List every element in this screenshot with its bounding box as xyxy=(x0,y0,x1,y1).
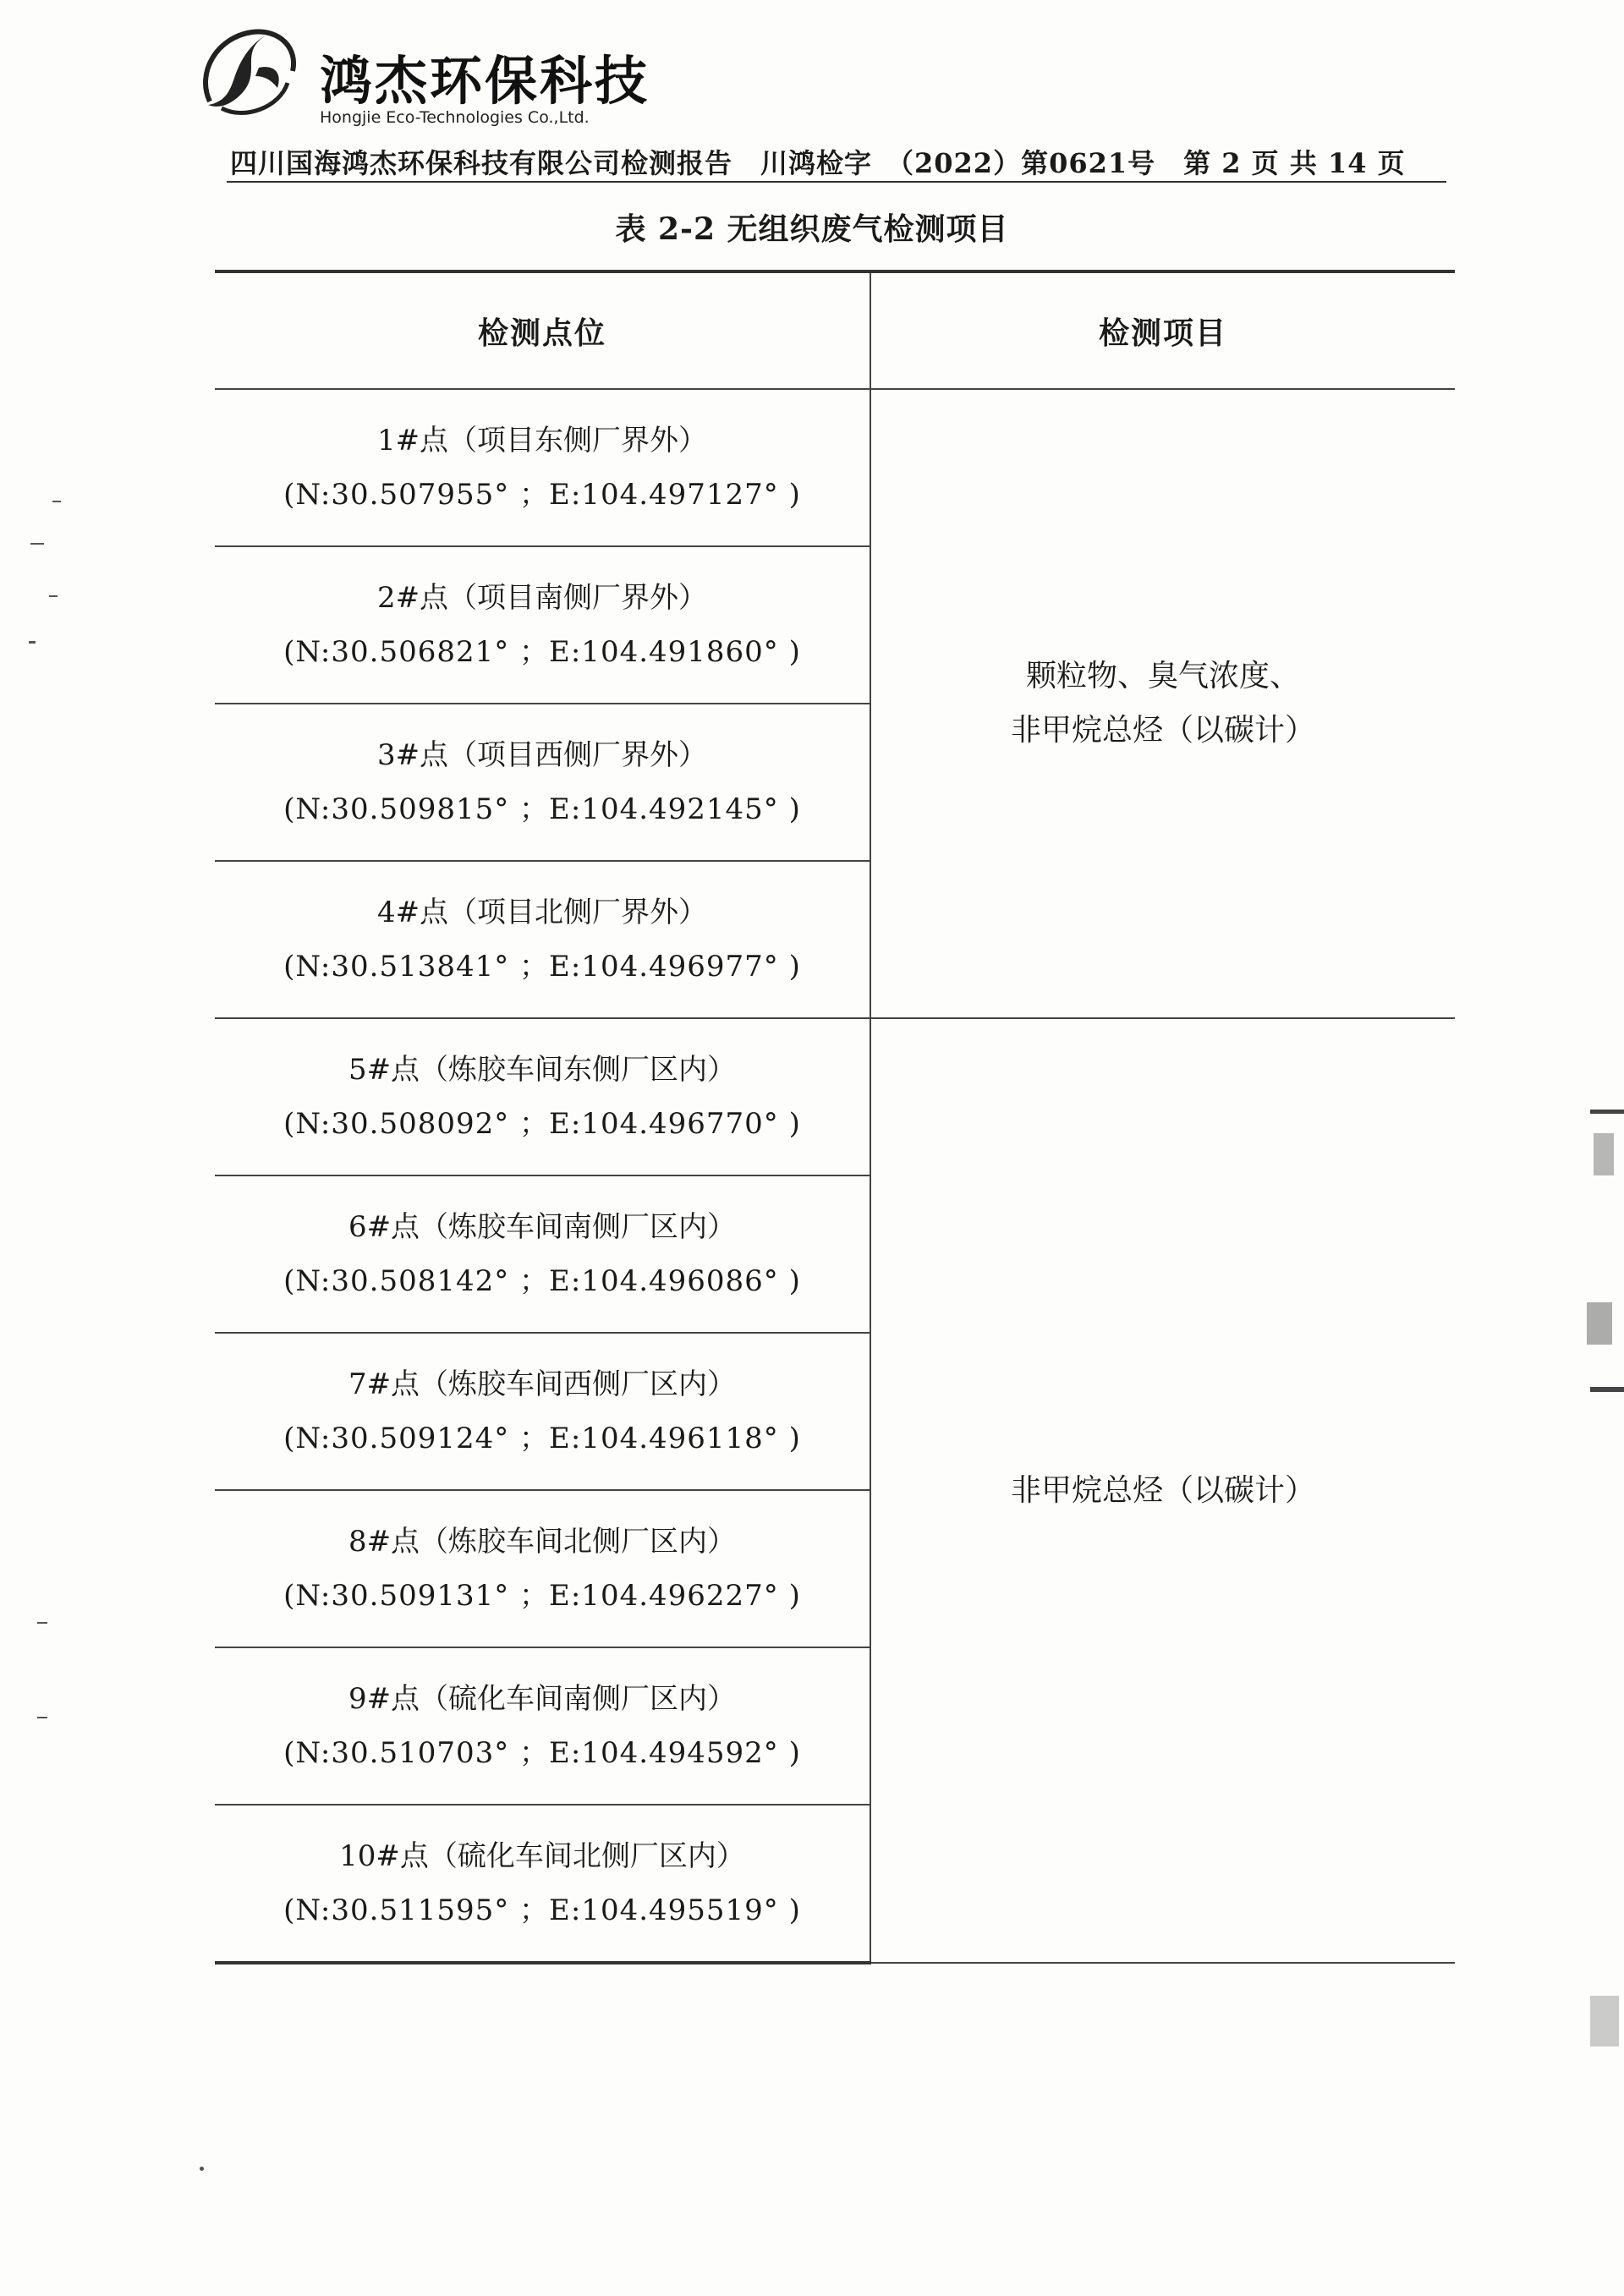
monitoring-items-group-2 xyxy=(870,1018,1455,1963)
location-name: 5#点（炼胶车间东侧厂区内） xyxy=(348,1053,737,1087)
scan-mark xyxy=(30,543,44,545)
location-coordinates: (N:30.510703° ；E:104.494592° ) xyxy=(283,1736,801,1770)
company-logo-mark-icon xyxy=(193,20,303,130)
company-logo xyxy=(193,15,667,134)
location-coordinates: (N:30.511595° ；E:104.495519° ) xyxy=(283,1893,801,1927)
location-name: 2#点（项目南侧厂界外） xyxy=(376,581,708,615)
monitoring-item-text: 颗粒物、臭气浓度、 xyxy=(1025,659,1300,693)
report-header-line: 四川国海鸿杰环保科技有限公司检测报告 川鸿检字 （2022）第0621号 第 2 页 共 14 页 xyxy=(230,147,1406,179)
location-coordinates: (N:30.508092° ；E:104.496770° ) xyxy=(283,1107,801,1141)
monitoring-items-table xyxy=(215,270,1455,1964)
location-cell xyxy=(215,1018,870,1175)
table-row xyxy=(215,1018,1455,1175)
monitoring-item-text: 非甲烷总烃（以碳计） xyxy=(1010,713,1315,748)
scan-mark xyxy=(49,595,58,597)
company-name-cn: 鸿杰环保科技 xyxy=(320,50,650,112)
scan-mark xyxy=(200,2167,204,2171)
location-name: 8#点（炼胶车间北侧厂区内） xyxy=(348,1525,737,1559)
scan-mark xyxy=(1590,1996,1619,2047)
table-row xyxy=(215,389,1455,546)
table-title: 表 2-2 无组织废气检测项目 xyxy=(615,211,1009,247)
location-name: 4#点（项目北侧厂界外） xyxy=(376,896,708,929)
location-coordinates: (N:30.509124° ；E:104.496118° ) xyxy=(283,1422,801,1455)
location-coordinates: (N:30.509815° ；E:104.492145° ) xyxy=(283,792,801,826)
monitoring-item-text: 非甲烷总烃（以碳计） xyxy=(1010,1472,1315,1508)
location-cell xyxy=(215,1175,870,1333)
header-monitoring-item: 检测项目 xyxy=(870,271,1455,389)
scan-mark xyxy=(1590,1110,1624,1114)
location-name: 9#点（硫化车间南侧厂区内） xyxy=(348,1682,737,1716)
location-cell xyxy=(215,1333,870,1490)
scan-mark xyxy=(52,501,61,502)
location-cell xyxy=(215,389,870,546)
location-coordinates: (N:30.507955° ；E:104.497127° ) xyxy=(283,478,801,512)
location-coordinates: (N:30.508142° ；E:104.496086° ) xyxy=(283,1264,801,1298)
scan-mark xyxy=(1594,1133,1614,1175)
monitoring-items-group-1 xyxy=(870,389,1455,1018)
location-cell xyxy=(215,1490,870,1647)
company-name-en: Hongjie Eco-Technologies Co.,Ltd. xyxy=(320,108,590,127)
location-name: 6#点（炼胶车间南侧厂区内） xyxy=(348,1210,737,1244)
location-name: 10#点（硫化车间北侧厂区内） xyxy=(339,1839,745,1873)
location-name: 7#点（炼胶车间西侧厂区内） xyxy=(348,1367,737,1401)
header-divider xyxy=(227,181,1446,183)
location-cell xyxy=(215,1647,870,1805)
scan-mark xyxy=(1587,1302,1612,1345)
header-monitoring-location: 检测点位 xyxy=(215,271,870,389)
location-cell xyxy=(215,1805,870,1963)
scan-mark xyxy=(37,1717,47,1718)
location-name: 3#点（项目西侧厂界外） xyxy=(376,738,708,772)
location-cell xyxy=(215,546,870,704)
location-coordinates: (N:30.513841° ；E:104.496977° ) xyxy=(283,950,801,984)
location-name: 1#点（项目东侧厂界外） xyxy=(376,424,708,458)
location-coordinates: (N:30.506821° ；E:104.491860° ) xyxy=(283,635,801,669)
location-coordinates: (N:30.509131° ；E:104.496227° ) xyxy=(283,1579,801,1613)
scan-mark xyxy=(37,1622,47,1624)
scan-mark xyxy=(29,641,36,644)
scan-mark xyxy=(1590,1387,1624,1392)
location-cell xyxy=(215,861,870,1018)
location-cell xyxy=(215,704,870,861)
table-header-row xyxy=(215,271,1455,389)
